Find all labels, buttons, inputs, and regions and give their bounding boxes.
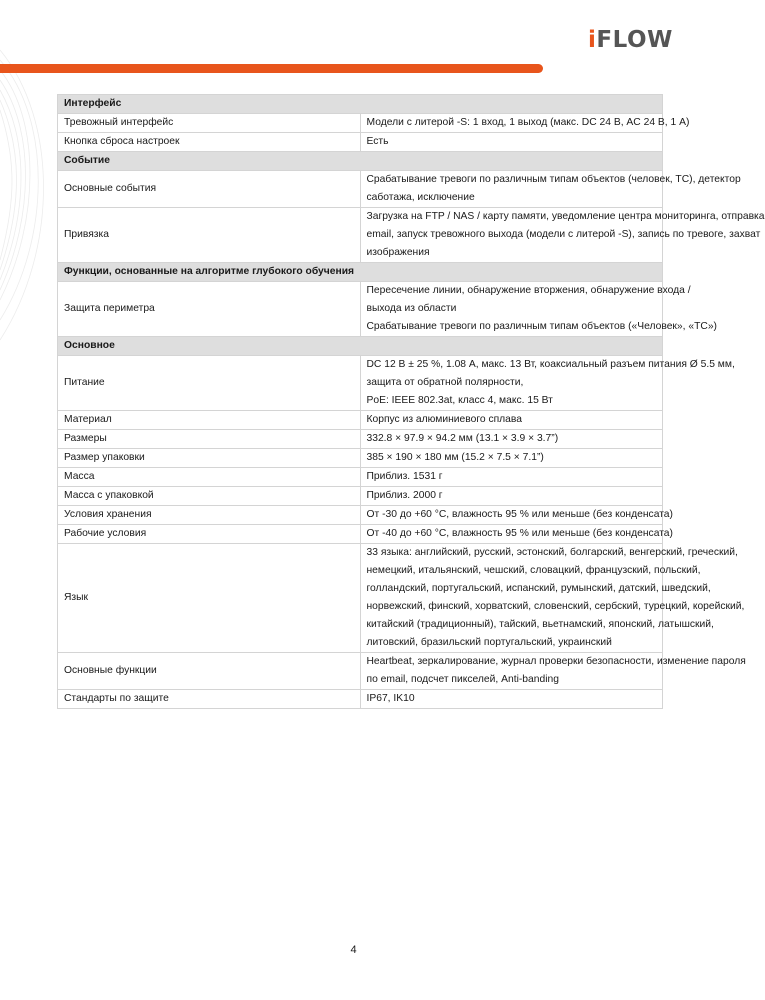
table-row: [58, 468, 663, 487]
row-label: Размеры: [58, 430, 361, 449]
section-title: Функции, основанные на алгоритме глубокого обучения: [58, 263, 663, 282]
value-line: Корпус из алюминиевого сплава: [366, 414, 522, 425]
value-line: От -40 до +60 °С, влажность 95 % или меньше (без конденсата): [366, 528, 673, 539]
row-value: [360, 114, 690, 133]
value-line: От -30 до +60 °С, влажность 95 % или меньше (без конденсата): [366, 509, 673, 520]
row-label: Привязка: [58, 208, 361, 263]
table-row: [58, 525, 663, 544]
value-line: норвежский, финский, хорватский, словенский, сербский, турецкий, корейский,: [366, 601, 745, 612]
section-title: Интерфейс: [58, 95, 663, 114]
value-line: 332.8 × 97.9 × 94.2 мм (13.1 × 3.9 × 3.7”): [366, 433, 559, 444]
table-row: [58, 506, 663, 525]
table-row: [58, 449, 663, 468]
section-title: Основное: [58, 337, 663, 356]
value-line: голландский, португальский, испанский, румынский, датский, шведский,: [366, 583, 711, 594]
table-row: [58, 133, 663, 152]
row-label: Масса с упаковкой: [58, 487, 361, 506]
row-value: [360, 468, 663, 487]
value-line: Загрузка на FTP / NAS / карту памяти, уведомление центра мониторинга, отправка: [366, 211, 765, 222]
table-row: [58, 356, 663, 411]
row-label: Масса: [58, 468, 361, 487]
row-value: [360, 449, 663, 468]
value-line: IP67, IK10: [366, 693, 415, 704]
row-label: Условия хранения: [58, 506, 361, 525]
value-line: Срабатывание тревоги по различным типам объектов («Человек», «ТС»): [366, 321, 717, 332]
row-label: Тревожный интерфейс: [58, 114, 361, 133]
brand-logo: iFLOW: [588, 27, 673, 53]
row-label: Рабочие условия: [58, 525, 361, 544]
value-line: защита от обратной полярности,: [366, 377, 524, 388]
value-line: немецкий, итальянский, чешский, словацкий, французский, польский,: [366, 565, 701, 576]
section-header-row: [58, 152, 663, 171]
value-line: DC 12 В ± 25 %, 1.08 А, макс. 13 Вт, коаксиальный разъем питания Ø 5.5 мм,: [366, 359, 735, 370]
value-line: email, запуск тревожного выхода (модели с литерой -S), запись по тревоге, захват: [366, 229, 761, 240]
row-value: [360, 653, 746, 690]
row-label: Материал: [58, 411, 361, 430]
value-line: 33 языка: английский, русский, эстонский, болгарский, венгерский, греческий,: [366, 547, 738, 558]
row-label: Язык: [58, 544, 361, 653]
value-line: Приблиз. 2000 г: [366, 490, 443, 501]
row-value: [360, 690, 663, 709]
row-value: [360, 411, 663, 430]
section-header-row: [58, 263, 663, 282]
row-value: [360, 544, 745, 653]
header-accent-bar: [0, 64, 543, 73]
table-row: [58, 282, 663, 337]
table-row: [58, 208, 663, 263]
page-number: 4: [350, 944, 357, 956]
value-line: выхода из области: [366, 303, 457, 314]
table-row: [58, 411, 663, 430]
value-line: Есть: [366, 136, 389, 147]
section-header-row: [58, 337, 663, 356]
row-value: [360, 487, 663, 506]
row-value: [360, 208, 765, 263]
table-row: [58, 487, 663, 506]
table-row: [58, 690, 663, 709]
row-label: Основные события: [58, 171, 361, 208]
row-value: [360, 133, 663, 152]
value-line: PoE: IEEE 802.3at, класс 4, макс. 15 Вт: [366, 395, 553, 406]
value-line: саботажа, исключение: [366, 192, 475, 203]
row-label: Размер упаковки: [58, 449, 361, 468]
row-value: [360, 171, 741, 208]
row-label: Кнопка сброса настроек: [58, 133, 361, 152]
value-line: Срабатывание тревоги по различным типам объектов (человек, ТС), детектор: [366, 174, 741, 185]
section-title: Событие: [58, 152, 663, 171]
wave-lines-icon: [0, 0, 62, 360]
table-row: [58, 544, 663, 653]
row-label: Основные функции: [58, 653, 361, 690]
row-value: [360, 506, 673, 525]
row-value: [360, 525, 673, 544]
value-line: Приблиз. 1531 г: [366, 471, 443, 482]
value-line: Модели с литерой -S: 1 вход, 1 выход (макс. DC 24 В, AC 24 В, 1 А): [366, 117, 690, 128]
value-line: Heartbeat, зеркалирование, журнал проверки безопасности, изменение пароля: [366, 656, 746, 667]
value-line: по email, подсчет пикселей, Anti-banding: [366, 674, 559, 685]
row-label: Питание: [58, 356, 361, 411]
spec-table: [57, 94, 765, 709]
value-line: 385 × 190 × 180 мм (15.2 × 7.5 × 7.1”): [366, 452, 544, 463]
table-row: [58, 171, 663, 208]
row-value: [360, 430, 663, 449]
table-row: [58, 114, 663, 133]
table-row: [58, 653, 663, 690]
table-row: [58, 430, 663, 449]
row-label: Защита периметра: [58, 282, 361, 337]
value-line: литовский, бразильский португальский, украинский: [366, 637, 612, 648]
value-line: Пересечение линии, обнаружение вторжения, обнаружение входа /: [366, 285, 691, 296]
row-value: [360, 282, 717, 337]
value-line: китайский (традиционный), тайский, вьетнамский, японский, латышский,: [366, 619, 714, 630]
section-header-row: [58, 95, 663, 114]
row-value: [360, 356, 735, 411]
value-line: изображения: [366, 247, 430, 258]
row-label: Стандарты по защите: [58, 690, 361, 709]
